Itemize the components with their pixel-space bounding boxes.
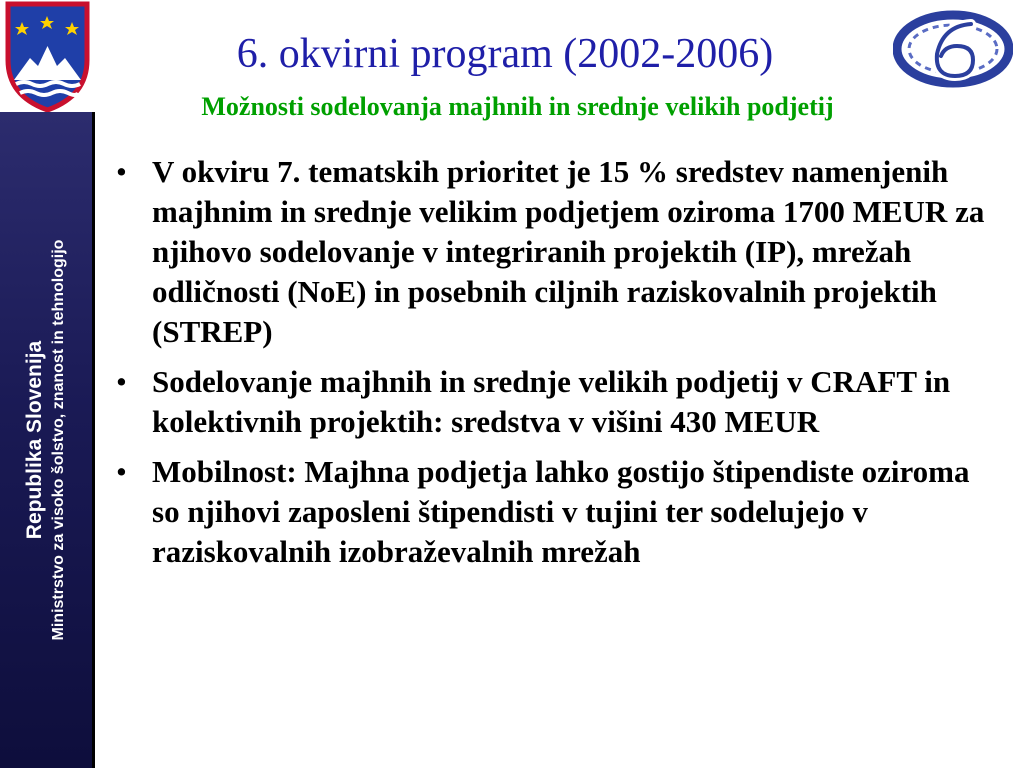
- bullet-marker: •: [116, 364, 127, 399]
- bullet-item: [112, 152, 1002, 352]
- fp6-logo-icon: [893, 10, 1013, 88]
- page-title: 6. okvirni program (2002-2006): [236, 31, 774, 77]
- sidebar-republic-label: Republika Slovenija: [23, 340, 46, 540]
- bullet-text: V okviru 7. tematskih prioritet je 15 % sredstev namenjenih majhnim in srednje velikim podjetjem oziroma 1700 MEUR za njihovo sodelovanje v integriranih projektih (IP), mrežah odličnosti (NoE) in posebnih ciljnih raziskovalnih projektih (STREP): [152, 154, 985, 349]
- bullet-text: Mobilnost: Majhna podjetja lahko gostijo štipendiste oziroma so njihovi zaposleni štipendisti v tujini ter sodelujejo v raziskovalnih izobraževalnih mrežah: [152, 454, 970, 569]
- page-subtitle: Možnosti sodelovanja majhnih in srednje velikih podjetij: [201, 92, 834, 121]
- bullet-item: [112, 362, 1002, 442]
- bullet-marker: •: [116, 454, 127, 489]
- sidebar-text: [22, 240, 70, 641]
- sidebar-ministry-label: Ministrstvo za visoko šolstvo, znanost in tehnologijo: [50, 239, 67, 641]
- bullet-list: [112, 152, 1002, 582]
- bullet-item: [112, 452, 1002, 572]
- sidebar: [0, 112, 95, 768]
- bullet-marker: •: [116, 154, 127, 189]
- bullet-text: Sodelovanje majhnih in srednje velikih podjetij v CRAFT in kolektivnih projektih: sredstva v višini 430 MEUR: [152, 364, 951, 439]
